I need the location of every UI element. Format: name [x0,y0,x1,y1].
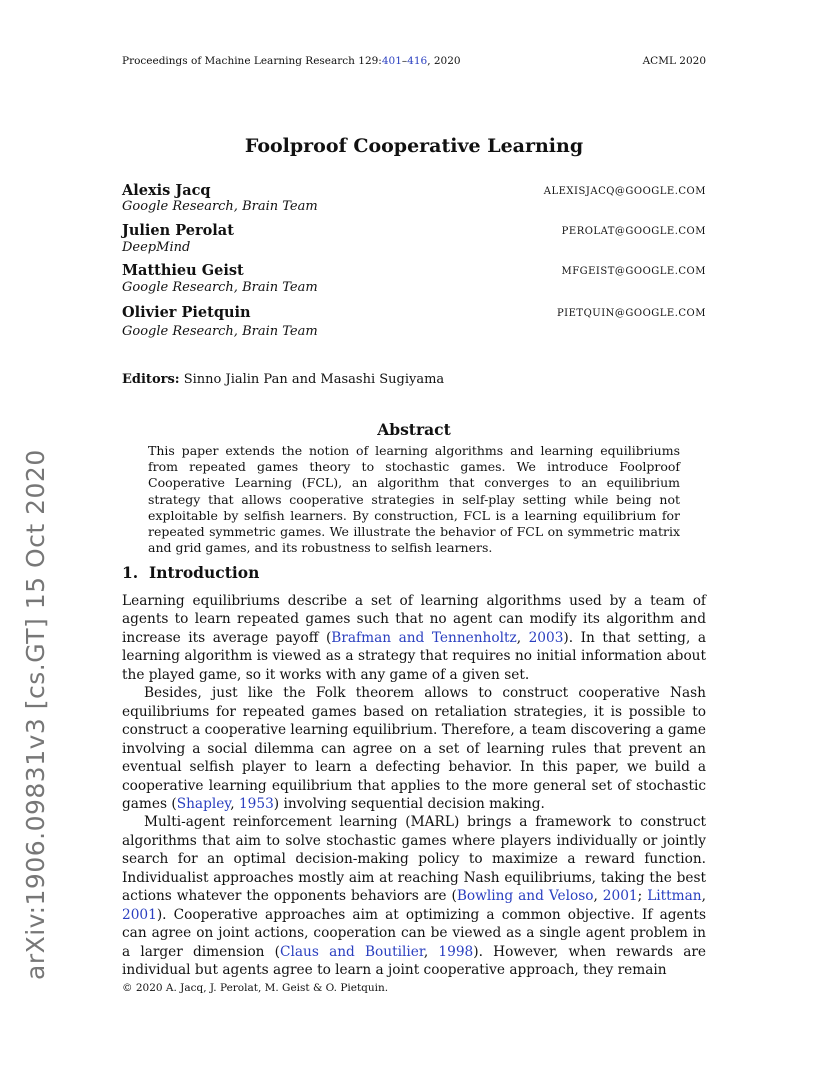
text-run: , [230,795,239,812]
author-affiliation: Google Research, Brain Team [122,324,318,339]
citation-year-link[interactable]: 1998 [438,943,474,960]
text-run: , [516,629,529,646]
citation-link[interactable]: Shapley [176,795,231,812]
section-number: 1. [122,563,139,582]
author-email[interactable]: ALEXISJACQ@GOOGLE.COM [543,186,706,197]
intro-body [122,592,706,980]
arxiv-stamp[interactable]: arXiv:1906.09831v3 [cs.GT] 15 Oct 2020 [21,449,50,980]
editors-line [122,372,444,387]
editors-names: Sinno Jialin Pan and Masashi Sugiyama [179,372,445,387]
citation-year-link[interactable]: 2001 [122,906,157,923]
citation-link[interactable]: Brafman and Tennenholtz [331,629,517,646]
running-header-venue [122,55,461,67]
paragraph [122,592,706,684]
text-run: ). However, when rewards are individual but agents agree to learn a joint cooperative approach, they remain [122,943,706,979]
author-affiliation: Google Research, Brain Team [122,199,318,214]
citation-link[interactable]: Bowling and Veloso [456,888,594,905]
page-range-sep: – [401,55,408,67]
text-run: ). Cooperative approaches aim at optimizing a common objective. If agents can agree on joint actions, cooperation can be viewed as a single agent problem in a larger dimension ( [122,906,706,960]
running-header-conf: ACML 2020 [642,55,706,67]
author-email[interactable]: PIETQUIN@GOOGLE.COM [556,308,706,319]
citation-link[interactable]: Claus and Boutilier [280,943,424,960]
citation-year-link[interactable]: 2001 [602,888,638,905]
author-email[interactable]: MFGEIST@GOOGLE.COM [561,266,706,277]
section-title: Introduction [148,563,260,582]
author-affiliation: Google Research, Brain Team [122,280,318,295]
author-name: Matthieu Geist [122,262,244,279]
text-run: ; [637,888,648,905]
author-email[interactable]: PEROLAT@GOOGLE.COM [561,226,706,237]
text-run: ) involving sequential decision making. [273,795,545,812]
text-run: Multi-agent reinforcement learning (MARL) brings a framework to construct algorithms that aim to solve stochastic games where players individually or jointly search for an optimal decision-making policy to maximize a reward function. Individualist approaches mostly aim at reaching Nash equilibriums, taking the best actions whatever the opponents behaviors are ( [122,814,706,905]
text-run: , [701,888,706,905]
text-run: Learning equilibriums describe a set of learning algorithms used by a team of agents to learn repeated games such that no agent can modify its algorithm and increase its average payoff ( [122,593,706,646]
author-affiliation: DeepMind [122,240,191,255]
copyright-footer: © 2020 A. Jacq, J. Perolat, M. Geist & O. Pietquin. [122,982,389,994]
author-name: Julien Perolat [122,222,234,239]
author-name: Alexis Jacq [122,182,211,199]
editors-label: Editors: [122,372,180,387]
text-run: , [423,943,439,960]
page-link-end[interactable]: 416 [407,55,428,67]
text-run: ). In that setting, a learning algorithm is viewed as a strategy that requires no initial information about the played game, so it works with any game of a given set. [122,629,706,683]
paper-title: Foolproof Cooperative Learning [244,135,584,157]
citation-link[interactable]: Littman [647,888,702,905]
citation-year-link[interactable]: 2003 [528,629,564,646]
text-run: Besides, just like the Folk theorem allows to construct cooperative Nash equilibriums for repeated games based on retaliation strategies, it is possible to construct a cooperative learning equilibrium. Therefore, a team discovering a game involving a social dilemma can agree on a set of learning rules that prevent an eventual selfish player to learn a defecting behavior. In this paper, we build a cooperative learning equilibrium that applies to the more general set of stochastic games ( [122,685,706,812]
venue-text: Proceedings of Machine Learning Research 129: [122,55,382,67]
author-name: Olivier Pietquin [122,304,251,321]
page-link-start[interactable]: 401 [381,55,402,67]
abstract-text: This paper extends the notion of learning algorithms and learning equilibriums from repeated games theory to stochastic games. We introduce Foolproof Cooperative Learning (FCL), an algorithm that converges to an equilibrium strategy that allows cooperative strategies in self-play setting while being not exploitable by selfish learners. By construction, FCL is a learning equilibrium for repeated symmetric games. We illustrate the behavior of FCL on symmetric matrix and grid games, and its robustness to selfish learners. [148,443,680,556]
text-run: , [593,888,603,905]
section-heading [122,563,259,582]
venue-year: , 2020 [427,55,461,67]
paragraph [122,684,706,813]
abstract-heading: Abstract [377,420,451,439]
paragraph [122,813,706,979]
citation-year-link[interactable]: 1953 [238,795,274,812]
